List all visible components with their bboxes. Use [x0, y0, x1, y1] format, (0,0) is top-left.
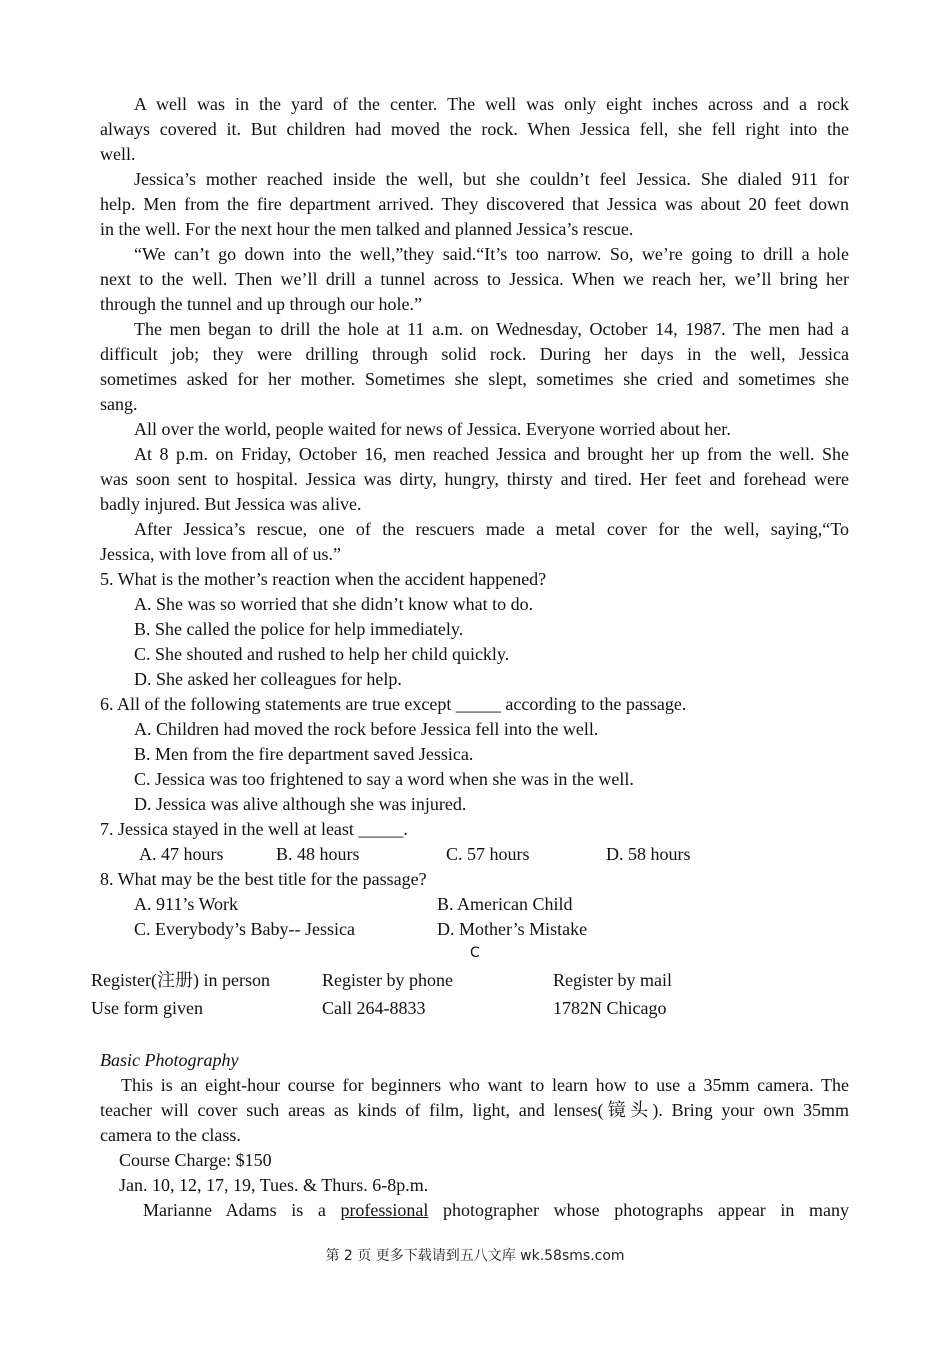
question-6-option-a: A. Children had moved the rock before Jessica fell into the well. — [134, 719, 599, 739]
question-8-option-a: A. 911’s Work — [134, 894, 239, 914]
question-8-option-b: B. American Child — [437, 894, 573, 914]
question-7-option-b: B. 48 hours — [276, 844, 360, 864]
question-5-option-d: D. She asked her colleagues for help. — [134, 669, 402, 689]
course-schedule: Jan. 10, 12, 17, 19, Tues. & Thurs. 6-8p.m. — [119, 1175, 429, 1195]
passage-paragraph-6: At 8 p.m. on Friday, October 16, men reached Jessica and brought her up from the well. She was soon sent to hospital. Jessica was dirty, hungry, thirsty and tired. Her feet and forehead were badly injured. But Jessica was alive. — [100, 444, 849, 514]
question-6-option-c: C. Jessica was too frightened to say a word when she was in the well. — [134, 769, 634, 789]
passage-paragraph-5: All over the world, people waited for news of Jessica. Everyone worried about her. — [134, 419, 731, 439]
question-7-option-a: A. 47 hours — [139, 844, 224, 864]
passage-paragraph-2: Jessica’s mother reached inside the well, but she couldn’t feel Jessica. She dialed 911 for help. Men from the fire department arrived. They discovered that Jessica was about 20 feet down in the well. For the next hour the men talked and planned Jessica’s rescue. — [100, 169, 849, 239]
question-8-option-d: D. Mother’s Mistake — [437, 919, 588, 939]
question-6-option-b: B. Men from the fire department saved Jessica. — [134, 744, 474, 764]
question-6-stem: 6. All of the following statements are true except _____ according to the passage. — [100, 694, 687, 714]
passage-paragraph-3: “We can’t go down into the well,”they said.“It’s too narrow. So, we’re going to drill a hole next to the well. Then we’ll drill a tunnel across to Jessica. When we reach her, we’ll bring her through the tunnel and up through our hole.” — [100, 244, 849, 314]
register-value-in-person: Use form given — [91, 998, 203, 1018]
question-7-stem: 7. Jessica stayed in the well at least _____. — [100, 819, 408, 839]
question-6-option-d: D. Jessica was alive although she was injured. — [134, 794, 467, 814]
course-charge: Course Charge: $150 — [119, 1150, 272, 1170]
register-value-mail: 1782N Chicago — [553, 998, 667, 1018]
register-header-mail: Register by mail — [553, 970, 672, 990]
course-title: Basic Photography — [100, 1050, 239, 1070]
register-header-phone: Register by phone — [322, 970, 453, 990]
page-footer: 第 2 页 更多下载请到五八文库 wk.58sms.com — [325, 1248, 625, 1264]
teacher-intro — [143, 1198, 849, 1223]
register-header-in-person: Register(注册) in person — [91, 970, 270, 990]
passage-paragraph-1: A well was in the yard of the center. The well was only eight inches across and a rock always covered it. But children had moved the rock. When Jessica fell, she fell right into the well. — [100, 94, 849, 164]
question-7-option-c: C. 57 hours — [446, 844, 530, 864]
question-5-stem: 5. What is the mother’s reaction when the accident happened? — [100, 569, 547, 589]
question-5-option-b: B. She called the police for help immediately. — [134, 619, 464, 639]
teacher-intro-underlined: professional — [340, 1200, 429, 1220]
question-7-option-d: D. 58 hours — [606, 844, 691, 864]
question-5-option-c: C. She shouted and rushed to help her child quickly. — [134, 644, 510, 664]
passage-paragraph-4: The men began to drill the hole at 11 a.m. on Wednesday, October 14, 1987. The men had a difficult job; they were drilling through solid rock. During her days in the well, Jessica sometimes asked for her mother. Sometimes she slept, sometimes she cried and sometimes she sang. — [100, 319, 849, 414]
teacher-intro-after: photographer whose photographs appear in many — [443, 1200, 850, 1220]
question-8-stem: 8. What may be the best title for the passage? — [100, 869, 427, 889]
question-5-option-a: A. She was so worried that she didn’t know what to do. — [134, 594, 534, 614]
teacher-intro-before: Marianne Adams is a — [143, 1200, 326, 1220]
course-description: This is an eight-hour course for beginners who want to learn how to use a 35mm camera. The teacher will cover such areas as kinds of film, light, and lenses(镜头). Bring your own 35mm camera to the class. — [100, 1075, 849, 1145]
passage-paragraph-7: After Jessica’s rescue, one of the rescuers made a metal cover for the well, saying,“To Jessica, with love from all of us.” — [100, 519, 849, 564]
section-label: C — [470, 945, 480, 961]
question-8-option-c: C. Everybody’s Baby-- Jessica — [134, 919, 355, 939]
register-value-phone: Call 264-8833 — [322, 998, 426, 1018]
